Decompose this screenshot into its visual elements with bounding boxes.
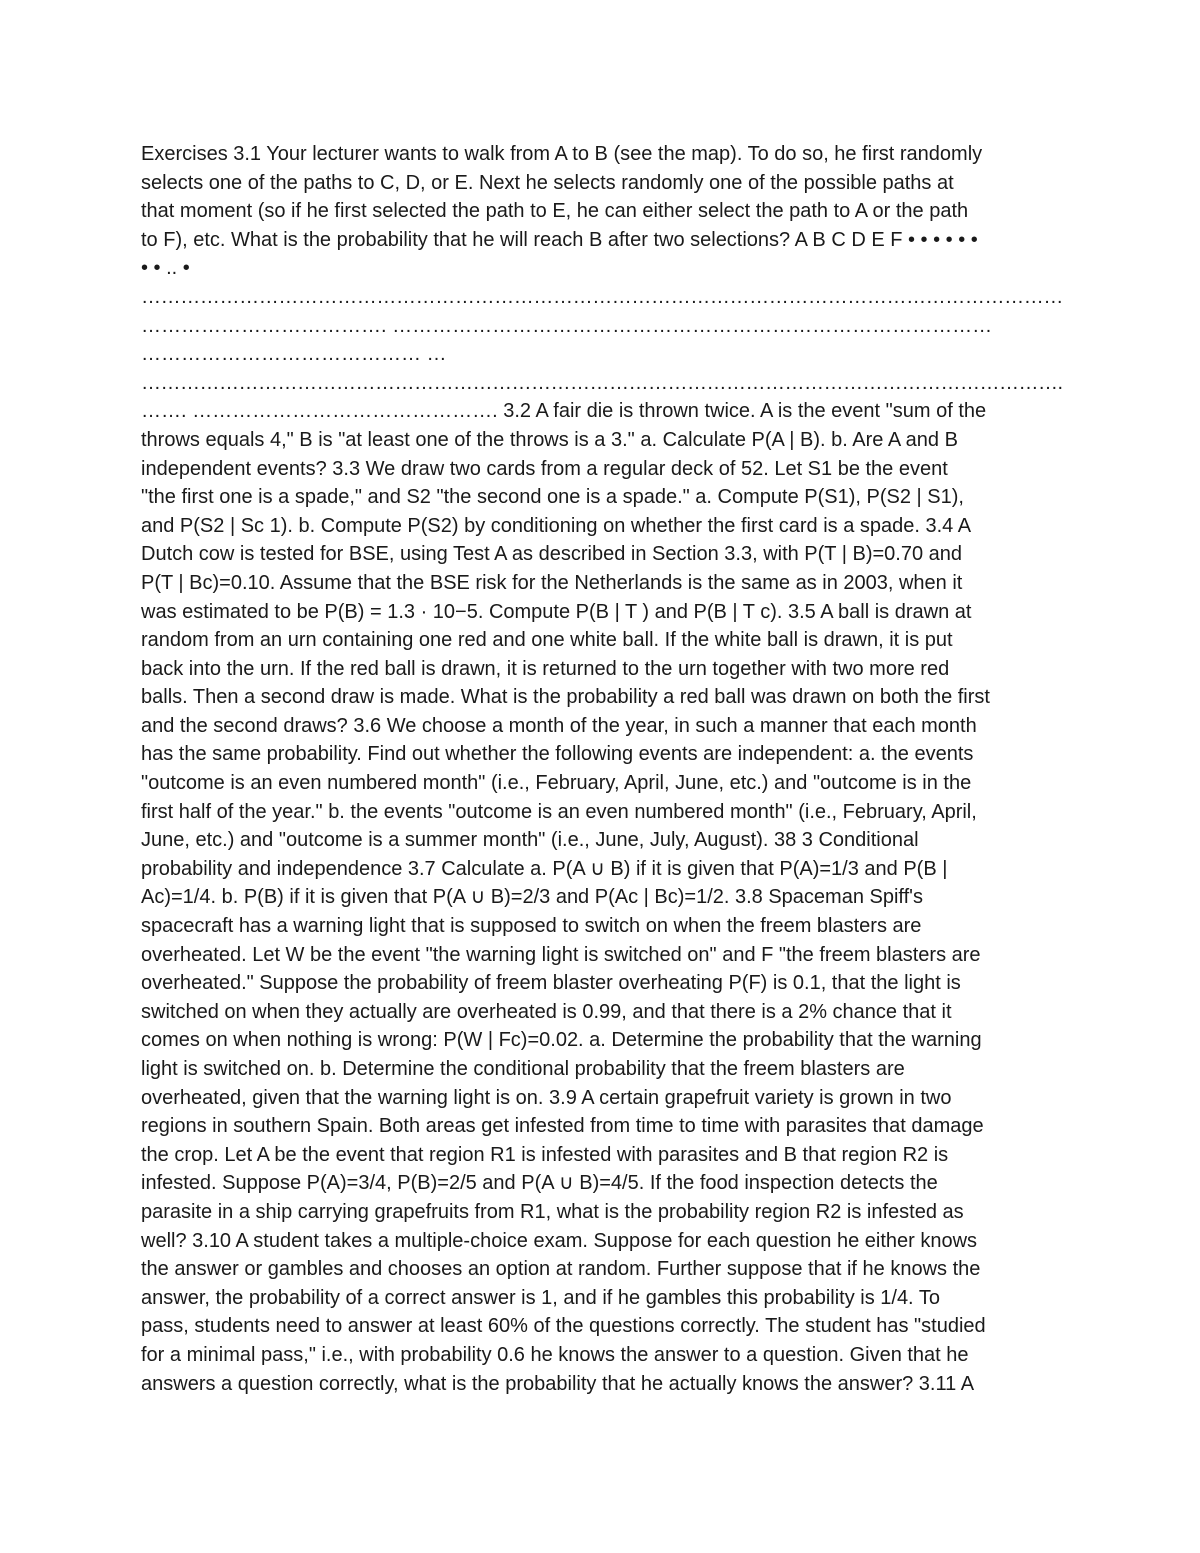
text-line: to F), etc. What is the probability that he will reach B after two selections? A B C D E F • • • • • •	[141, 228, 978, 251]
text-line: Ac)=1/4. b. P(B) if it is given that P(A ∪ B)=2/3 and P(Ac | Bc)=1/2. 3.8 Spaceman Spiff's	[141, 886, 923, 909]
text-line: infested. Suppose P(A)=3/4, P(B)=2/5 and P(A ∪ B)=4/5. If the food inspection detects the	[141, 1172, 938, 1195]
text-line: overheated." Suppose the probability of freem blaster overheating P(F) is 0.1, that the light is	[141, 972, 961, 995]
text-line: and P(S2 | Sc 1). b. Compute P(S2) by conditioning on whether the first card is a spade. 3.4 A	[141, 514, 972, 537]
text-line: well? 3.10 A student takes a multiple-choice exam. Suppose for each question he either knows	[141, 1229, 978, 1252]
text-line: …………………………………… …	[141, 343, 447, 366]
text-line: pass, students need to answer at least 60% of the questions correctly. The student has "studied	[141, 1315, 986, 1338]
text-line: has the same probability. Find out whether the following events are independent: a. the events	[141, 743, 974, 766]
text-line: spacecraft has a warning light that is supposed to switch on when the freem blasters are	[141, 915, 922, 938]
text-line: first half of the year." b. the events "outcome is an even numbered month" (i.e., February, April,	[141, 800, 977, 823]
text-line: Exercises 3.1 Your lecturer wants to walk from A to B (see the map). To do so, he first randomly	[141, 143, 983, 165]
text-line: and the second draws? 3.6 We choose a month of the year, in such a manner that each month	[141, 714, 977, 737]
text-line: Dutch cow is tested for BSE, using Test A as described in Section 3.3, with P(T | B)=0.70 and	[141, 543, 963, 566]
text-line: balls. Then a second draw is made. What is the probability a red ball was drawn on both the first	[141, 686, 990, 709]
text-line: the answer or gambles and chooses an option at random. Further suppose that if he knows the	[141, 1258, 981, 1281]
text-line: light is switched on. b. Determine the conditional probability that the freem blasters are	[141, 1058, 905, 1080]
text-line: throws equals 4," B is "at least one of the throws is a 3." a. Calculate P(A | B). b. Are A and B	[141, 428, 958, 451]
exercise-text	[141, 140, 1063, 1398]
text-line: was estimated to be P(B) = 1.3 · 10−5. Compute P(B | T ) and P(B | T c). 3.5 A ball is drawn at	[141, 600, 972, 623]
text-line: overheated. Let W be the event "the warning light is switched on" and F "the freem blasters are	[141, 943, 981, 966]
text-line: regions in southern Spain. Both areas get infested from time to time with parasites that damage	[141, 1115, 984, 1138]
text-line: ……………………………………………………………………………………………………………………………	[141, 285, 1064, 308]
text-line: parasite in a ship carrying grapefruits from R1, what is the probability region R2 is infested as	[141, 1200, 964, 1223]
text-line: • • .. •	[141, 257, 190, 280]
text-line: …………………………………………………………………………………………………………………………….	[141, 371, 1063, 394]
text-line: probability and independence 3.7 Calculate a. P(A ∪ B) if it is given that P(A)=1/3 and P(B |	[141, 857, 948, 880]
text-line: ……. ………………………………………. 3.2 A fair die is thrown twice. A is the event "sum of the	[141, 400, 987, 423]
text-line: switched on when they actually are overheated is 0.99, and that there is a 2% chance that it	[141, 1000, 952, 1023]
text-line: "outcome is an even numbered month" (i.e., February, April, June, etc.) and "outcome is in the	[141, 772, 972, 795]
text-line: the crop. Let A be the event that region R1 is infested with parasites and B that region R2 is	[141, 1143, 949, 1166]
text-line: answers a question correctly, what is the probability that he actually knows the answer? 3.11 A	[141, 1372, 975, 1395]
text-line: that moment (so if he first selected the path to E, he can either select the path to A or the path	[141, 200, 969, 223]
text-line: random from an urn containing one red and one white ball. If the white ball is drawn, it is put	[141, 629, 953, 652]
text-line: "the first one is a spade," and S2 "the second one is a spade." a. Compute P(S1), P(S2 | S1),	[141, 486, 964, 509]
text-line: comes on when nothing is wrong: P(W | Fc)=0.02. a. Determine the probability that the warning	[141, 1029, 982, 1052]
text-line: P(T | Bc)=0.10. Assume that the BSE risk for the Netherlands is the same as in 2003, when it	[141, 571, 963, 594]
text-line: selects one of the paths to C, D, or E. Next he selects randomly one of the possible paths at	[141, 171, 954, 194]
text-line: June, etc.) and "outcome is a summer month" (i.e., June, July, August). 38 3 Conditional	[141, 829, 919, 852]
text-line: for a minimal pass," i.e., with probability 0.6 he knows the answer to a question. Given that he	[141, 1343, 969, 1366]
text-line: answer, the probability of a correct answer is 1, and if he gambles this probability is 1/4. To	[141, 1286, 940, 1309]
text-line: back into the urn. If the red ball is drawn, it is returned to the urn together with two more red	[141, 657, 950, 680]
text-line: overheated, given that the warning light is on. 3.9 A certain grapefruit variety is grown in two	[141, 1086, 952, 1109]
text-line: ………………………………. ………………………………………………………………………………	[141, 314, 993, 337]
text-line: independent events? 3.3 We draw two cards from a regular deck of 52. Let S1 be the event	[141, 457, 948, 480]
